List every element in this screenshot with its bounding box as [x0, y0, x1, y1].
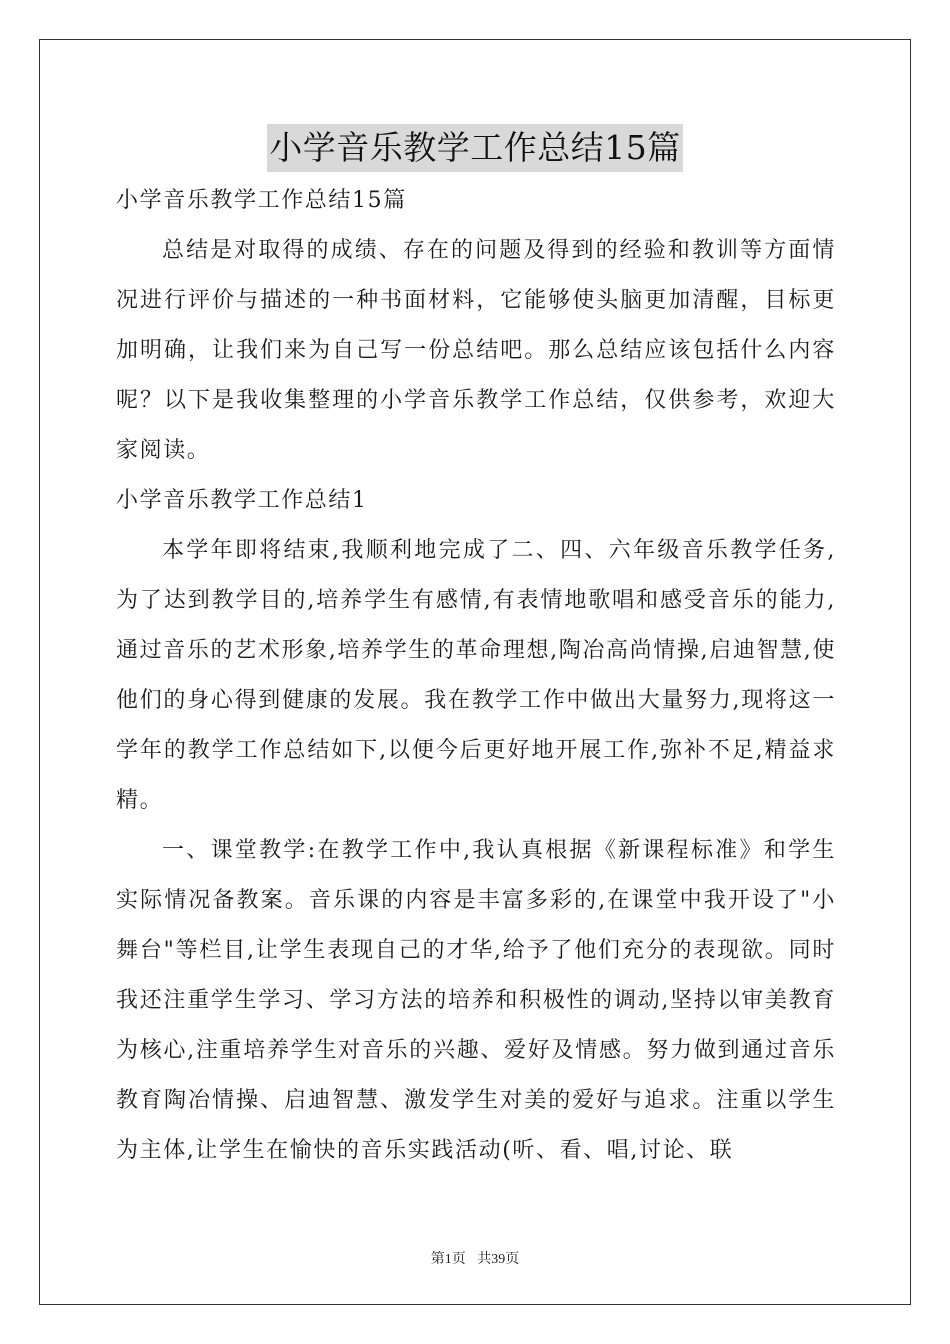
intro-paragraph: 总结是对取得的成绩、存在的问题及得到的经验和教训等方面情况进行评价与描述的一种书面材料，它能够使头脑更加清醒，目标更加明确，让我们来为自己写一份总结吧。那么总结应该包括什么内容呢？以下是我收集整理的小学音乐教学工作总结，仅供参考，欢迎大家阅读。 — [116, 238, 836, 463]
section-heading: 小学音乐教学工作总结1 — [116, 488, 368, 513]
subtitle-paragraph: 小学音乐教学工作总结15篇 — [116, 188, 407, 213]
document-body — [116, 176, 836, 1176]
title-container — [0, 124, 950, 172]
page-count: 共39页 — [477, 1252, 520, 1267]
document-title: 小学音乐教学工作总结15篇 — [267, 124, 683, 172]
body-paragraph: 一、课堂教学:在教学工作中,我认真根据《新课程标准》和学生实际情况备教案。音乐课的内容是丰富多彩的,在课堂中我开设了"小舞台"等栏目,让学生表现自己的才华,给予了他们充分的表现欲。同时我还注重学生学习、学习方法的培养和积极性的调动,坚持以审美教育为核心,注重培养学生对音乐的兴趣、爱好及情感。努力做到通过音乐教育陶冶情操、启迪智慧、激发学生对美的爱好与追求。注重以学生为主体,让学生在愉快的音乐实践活动(听、看、唱,讨论、联 — [116, 838, 836, 1163]
body-paragraph: 本学年即将结束,我顺利地完成了二、四、六年级音乐教学任务,为了达到教学目的,培养学生有感情,有表情地歌唱和感受音乐的能力,通过音乐的艺术形象,培养学生的革命理想,陶冶高尚情操,启迪智慧,使他们的身心得到健康的发展。我在教学工作中做出大量努力,现将这一学年的教学工作总结如下,以便今后更好地开展工作,弥补不足,精益求精。 — [116, 538, 836, 813]
page-footer — [0, 1248, 950, 1268]
page-number: 第1页 — [430, 1252, 466, 1267]
